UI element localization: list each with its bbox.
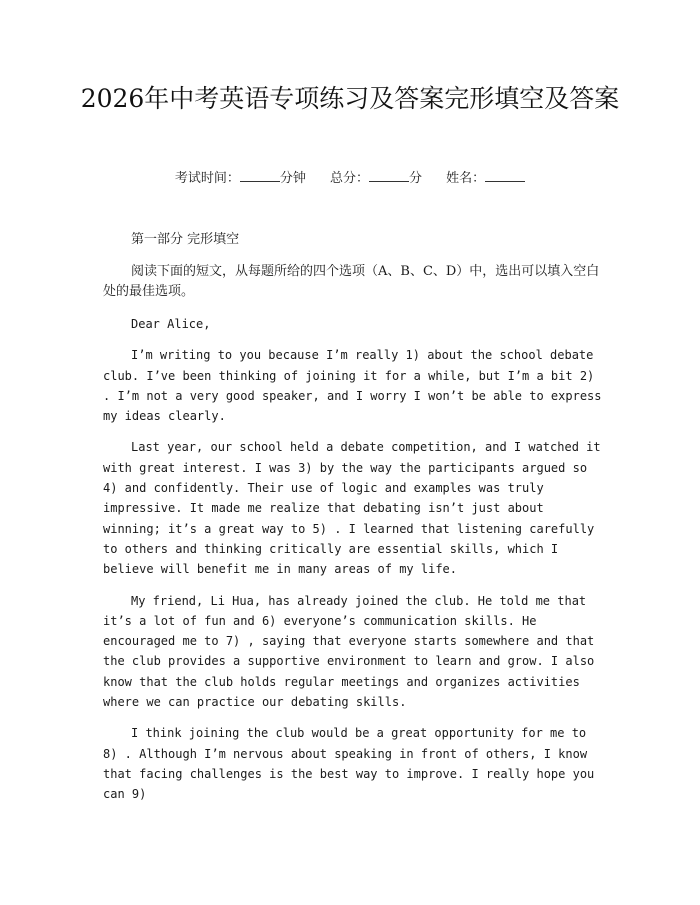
instruction-text: 阅读下面的短文，从每题所给的四个选项（A、B、C、D）中，选出可以填入空白处的最佳选项。 bbox=[103, 264, 600, 299]
letter-body bbox=[103, 314, 603, 816]
exam-time-blank[interactable] bbox=[240, 169, 280, 182]
total-score-label: 总分： bbox=[329, 171, 369, 186]
letter-greeting: Dear Alice, bbox=[131, 317, 211, 331]
letter-paragraph-4: I think joining the club would be a great opportunity for me to 8) . Although I’m nervous about speaking in front of others, I know that facing challenges is the best way to improve. I really hope you can 9) bbox=[103, 726, 595, 802]
total-score-blank[interactable] bbox=[369, 169, 409, 182]
document-title: 2026年中考英语专项练习及答案完形填空及答案 bbox=[80, 84, 620, 113]
exam-time-unit: 分钟 bbox=[279, 171, 306, 186]
letter-paragraph-2: Last year, our school held a debate competition, and I watched it with great interest. I was 3) by the way the participants argued so 4) and confidently. Their use of logic and examples was truly impressive. It made me realize that debating isn’t just about winning; it’s a great way to 5) . I learned that listening carefully to others and thinking critically are essential skills, which I believe will benefit me in many areas of my life. bbox=[103, 440, 601, 577]
student-name-label: 姓名： bbox=[446, 171, 486, 186]
total-score-field bbox=[330, 169, 422, 188]
student-name-field bbox=[446, 169, 525, 188]
exam-time-label: 考试时间： bbox=[174, 171, 240, 186]
letter-paragraph-1: I’m writing to you because I’m really 1) about the school debate club. I’ve been thinking of joining it for a while, but I’m a bit 2) . I’m not a very good speaker, and I worry I won’t be able to express my ideas clearly. bbox=[103, 348, 602, 424]
letter-paragraph-3: My friend, Li Hua, has already joined the club. He told me that it’s a lot of fun and 6) everyone’s communication skills. He encouraged me to 7) , saying that everyone starts somewhere and that the club provides a supportive environment to learn and grow. I also know that the club holds regular meetings and organizes activities where we can practice our debating skills. bbox=[103, 593, 595, 710]
total-score-unit: 分 bbox=[409, 171, 423, 186]
student-name-blank[interactable] bbox=[485, 169, 525, 182]
exam-time-field bbox=[175, 169, 306, 188]
exam-info-line bbox=[0, 169, 700, 188]
section-heading: 第一部分 完形填空 bbox=[131, 232, 240, 247]
